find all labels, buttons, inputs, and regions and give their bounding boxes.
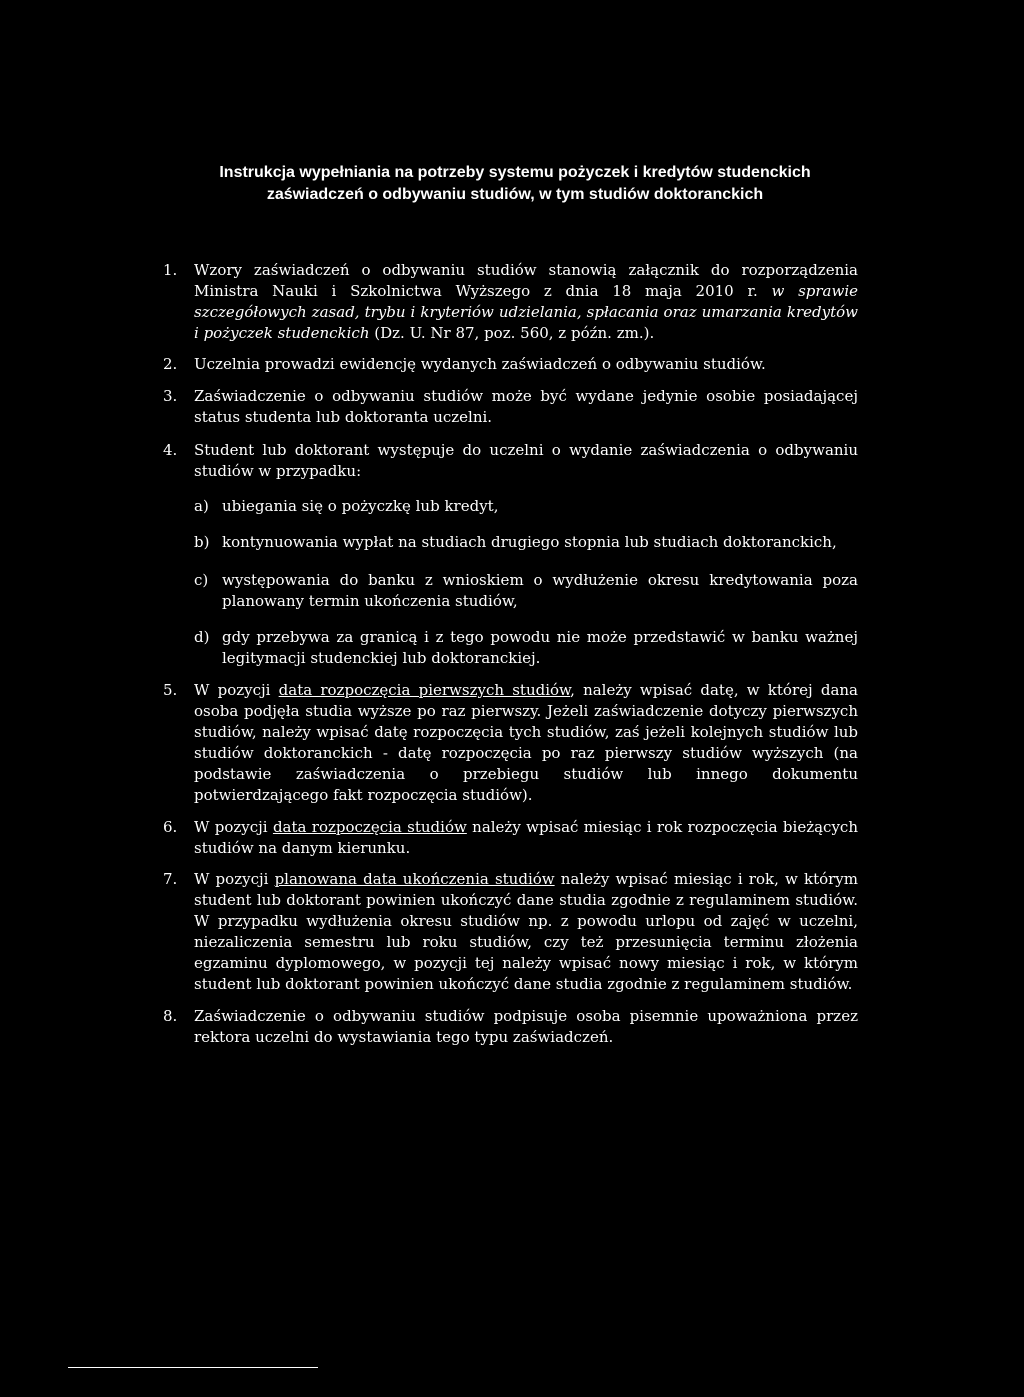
list-item-6 <box>163 817 858 859</box>
sub-item-letter: a) <box>194 497 209 515</box>
sub-item-text: występowania do banku z wnioskiem o wydłużenie okresu kredytowania poza planowany termin ukończenia studiów, <box>222 571 858 610</box>
journal-reference: (Dz. U. Nr 87, poz. 560, z późn. zm.). <box>369 324 655 342</box>
list-item-number: 2. <box>163 355 178 373</box>
document-title <box>160 162 870 206</box>
field-name-underlined: data rozpoczęcia studiów <box>272 818 467 836</box>
list-item-number: 1. <box>163 261 178 279</box>
sub-item-letter: c) <box>194 571 209 589</box>
sub-item-letter: d) <box>194 628 210 646</box>
list-item-text-continued: należy wpisać miesiąc i rok, w którym student lub doktorant powinien ukończyć dane studia zgodnie z regulaminem studiów. W przypadku wydłużenia okresu studiów np. z powodu urlopu od zajęć w uczelni, niezaliczenia semestru lub roku studiów, czy też przesunięcia terminu złożenia egzaminu dyplomowego, w pozycji tej należy wpisać nowy miesiąc i rok, w którym student lub doktorant powinien ukończyć dane studia zgodnie z regulaminem studiów. <box>194 870 858 993</box>
list-item-number: 4. <box>163 441 178 459</box>
list-item-number: 7. <box>163 870 178 888</box>
field-name-underlined: planowana data ukończenia studiów <box>274 870 555 888</box>
sub-item-text: gdy przebywa za granicą i z tego powodu nie może przedstawić w banku ważnej legitymacji studenckiej lub doktoranckiej. <box>222 628 858 667</box>
list-item-4 <box>163 440 858 669</box>
sub-item-a <box>194 496 858 517</box>
sub-item-b <box>194 532 858 553</box>
list-item-number: 6. <box>163 818 178 836</box>
sub-item-d <box>194 627 858 669</box>
field-name-underlined: data rozpoczęcia pierwszych studiów <box>278 681 571 699</box>
document-title-line-2: zaświadczeń o odbywaniu studiów, w tym studiów doktoranckich <box>266 186 764 203</box>
sub-item-letter: b) <box>194 533 210 551</box>
list-item-1 <box>163 260 858 344</box>
document-title-line-1: Instrukcja wypełniania na potrzeby systemu pożyczek i kredytów studenckich <box>219 164 811 181</box>
list-item-text-continued: należy wpisać miesiąc i rok rozpoczęcia bieżących studiów na danym kierunku. <box>194 818 858 857</box>
list-item-text: Zaświadczenie o odbywaniu studiów podpisuje osoba pisemnie upoważniona przez rektora uczelni do wystawiania tego typu zaświadczeń. <box>194 1007 858 1046</box>
list-item-text: W pozycji <box>194 818 273 836</box>
list-item-number: 5. <box>163 681 178 699</box>
list-item-text: Uczelnia prowadzi ewidencję wydanych zaświadczeń o odbywaniu studiów. <box>194 355 766 373</box>
list-item-text: Student lub doktorant występuje do uczelni o wydanie zaświadczenia o odbywaniu studiów w przypadku: <box>194 441 858 480</box>
regulation-title-italic: w sprawie szczegółowych zasad, trybu i kryteriów udzielania, spłacania oraz umarzania kredytów i pożyczek studenckich <box>194 282 858 342</box>
list-item-8 <box>163 1006 858 1048</box>
list-item-number: 3. <box>163 387 178 405</box>
list-item-2 <box>163 354 858 375</box>
list-item-text-continued: , należy wpisać datę, w której dana osoba podjęła studia wyższe po raz pierwszy. Jeżeli zaświadczenie dotyczy pierwszych studiów, należy wpisać datę rozpoczęcia tych studiów, zaś jeżeli kolejnych studiów lub studiów doktoranckich - datę rozpoczęcia po raz pierwszy studiów wyższych (na podstawie zaświadczenia o przebiegu studiów lub innego dokumentu potwierdzającego fakt rozpoczęcia studiów). <box>194 681 858 804</box>
list-item-7 <box>163 869 858 995</box>
footnote-separator-line <box>68 1367 318 1368</box>
list-item-number: 8. <box>163 1007 178 1025</box>
list-item-text: W pozycji <box>194 870 275 888</box>
list-item-text: W pozycji <box>194 681 279 699</box>
list-item-3 <box>163 386 858 428</box>
list-item-text: Zaświadczenie o odbywaniu studiów może być wydane jedynie osobie posiadającej status studenta lub doktoranta uczelni. <box>194 387 858 426</box>
sub-item-c <box>194 570 858 612</box>
sub-item-text: ubiegania się o pożyczkę lub kredyt, <box>222 497 499 515</box>
instruction-list <box>163 260 858 1048</box>
sub-item-text: kontynuowania wypłat na studiach drugiego stopnia lub studiach doktoranckich, <box>222 533 837 551</box>
list-item-text: Wzory zaświadczeń o odbywaniu studiów stanowią załącznik do rozporządzenia Ministra Nauki i Szkolnictwa Wyższego z dnia 18 maja 2010 r. <box>194 261 858 300</box>
list-item-5 <box>163 680 858 806</box>
